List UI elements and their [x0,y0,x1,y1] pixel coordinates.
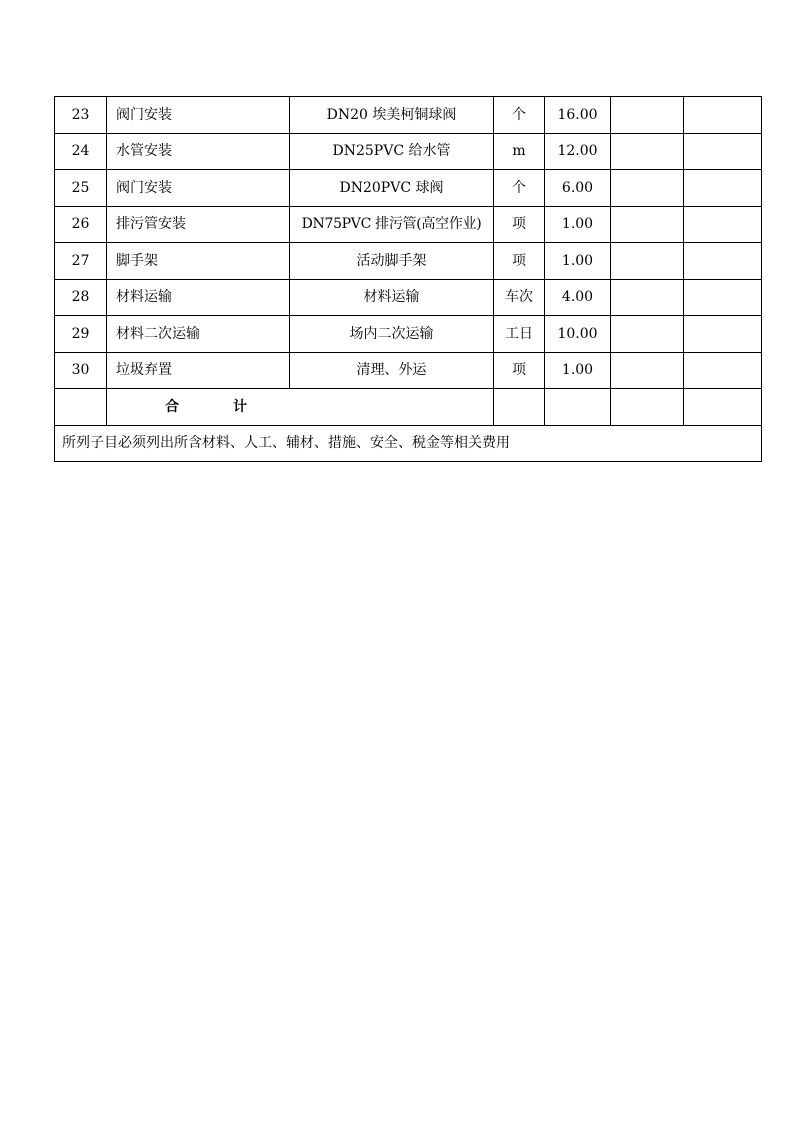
item-unit: 个 [494,97,545,134]
item-quantity: 10.00 [545,316,611,353]
item-number: 24 [55,133,107,170]
item-quantity: 6.00 [545,170,611,207]
note-text: 所列子目必须列出所含材料、人工、辅材、措施、安全、税金等相关费用 [55,425,762,462]
item-name: 垃圾弃置 [107,352,290,389]
total-label-char-2: 计 [233,398,247,415]
unit-price-cell [611,170,684,207]
note-row [55,425,762,462]
item-name: 排污管安装 [107,206,290,243]
quote-table [54,96,762,462]
item-spec: DN25PVC 给水管 [290,133,494,170]
item-unit: 车次 [494,279,545,316]
item-unit: 项 [494,352,545,389]
table-row [55,279,762,316]
item-number: 30 [55,352,107,389]
item-number: 28 [55,279,107,316]
item-spec: 活动脚手架 [290,243,494,280]
amount-cell [684,206,762,243]
table-row [55,97,762,134]
item-spec: 清理、外运 [290,352,494,389]
unit-price-cell [611,316,684,353]
item-spec: 场内二次运输 [290,316,494,353]
total-amount-cell [684,389,762,426]
item-quantity: 12.00 [545,133,611,170]
unit-price-cell [611,206,684,243]
amount-cell [684,352,762,389]
item-number: 29 [55,316,107,353]
item-number: 23 [55,97,107,134]
total-quantity-cell [545,389,611,426]
item-unit: 个 [494,170,545,207]
amount-cell [684,279,762,316]
unit-price-cell [611,243,684,280]
unit-price-cell [611,352,684,389]
amount-cell [684,243,762,280]
amount-cell [684,133,762,170]
item-name: 阀门安装 [107,97,290,134]
item-quantity: 1.00 [545,352,611,389]
item-name: 脚手架 [107,243,290,280]
item-spec: DN75PVC 排污管(高空作业) [290,206,494,243]
item-spec: 材料运输 [290,279,494,316]
item-spec: DN20PVC 球阀 [290,170,494,207]
table-row [55,206,762,243]
item-name: 材料二次运输 [107,316,290,353]
table-row [55,316,762,353]
item-unit: 工日 [494,316,545,353]
table-row [55,243,762,280]
item-name: 材料运输 [107,279,290,316]
unit-price-cell [611,97,684,134]
total-row [55,389,762,426]
amount-cell [684,97,762,134]
total-unit-cell [494,389,545,426]
item-name: 水管安装 [107,133,290,170]
item-quantity: 1.00 [545,243,611,280]
item-unit: 项 [494,243,545,280]
item-number: 27 [55,243,107,280]
table-row [55,352,762,389]
table-row [55,133,762,170]
item-spec: DN20 埃美柯铜球阀 [290,97,494,134]
item-quantity: 16.00 [545,97,611,134]
item-name: 阀门安装 [107,170,290,207]
unit-price-cell [611,133,684,170]
amount-cell [684,316,762,353]
total-label-char-1: 合 [165,398,179,415]
total-label [107,389,494,426]
item-quantity: 4.00 [545,279,611,316]
item-unit: m [494,133,545,170]
amount-cell [684,170,762,207]
total-unit-price-cell [611,389,684,426]
item-number: 26 [55,206,107,243]
total-number-cell [55,389,107,426]
item-number: 25 [55,170,107,207]
item-quantity: 1.00 [545,206,611,243]
item-unit: 项 [494,206,545,243]
unit-price-cell [611,279,684,316]
table-row [55,170,762,207]
